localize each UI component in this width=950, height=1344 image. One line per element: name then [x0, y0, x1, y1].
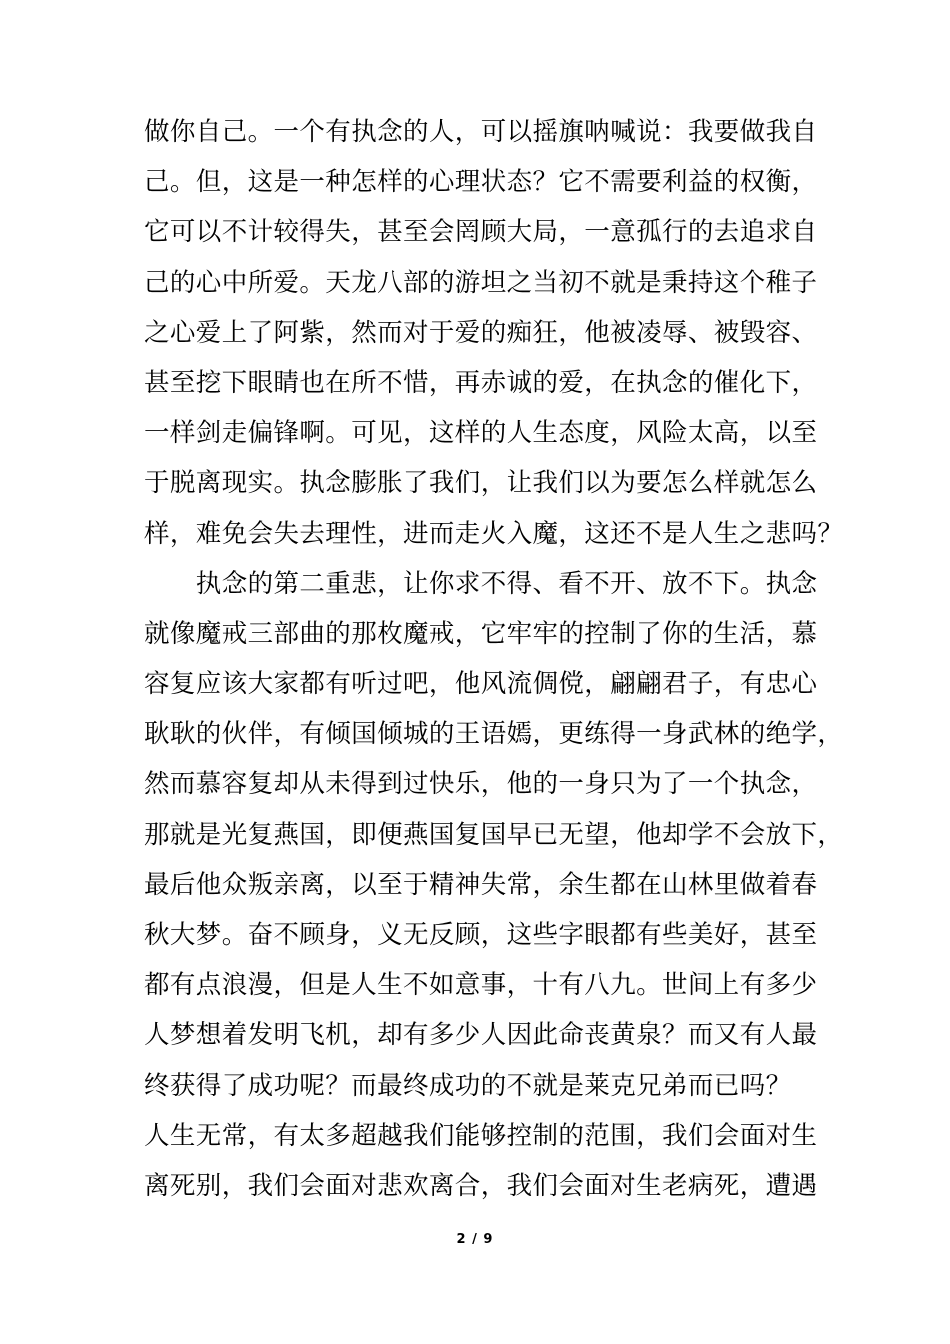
- text-line: 人梦想着发明飞机，却有多少人因此命丧黄泉？而又有人最: [144, 1020, 818, 1051]
- text-line: 于脱离现实。执念膨胀了我们，让我们以为要怎么样就怎么: [144, 468, 818, 499]
- text-line: 甚至挖下眼睛也在所不惜，再赤诚的爱，在执念的催化下，: [144, 367, 818, 398]
- text-line: 然而慕容复却从未得到过快乐，他的一身只为了一个执念，: [144, 769, 818, 800]
- text-line: 终获得了成功呢？而最终成功的不就是莱克兄弟而已吗？: [144, 1070, 792, 1101]
- text-line: 执念的第二重悲，让你求不得、看不开、放不下。执念: [144, 568, 818, 599]
- text-line: 秋大梦。奋不顾身，义无反顾，这些字眼都有些美好，甚至: [144, 920, 818, 950]
- text-line: 己的心中所爱。天龙八部的游坦之当初不就是秉持这个稚子: [144, 267, 818, 298]
- text-line: 它可以不计较得失，甚至会罔顾大局，一意孤行的去追求自: [144, 217, 818, 248]
- text-line: 最后他众叛亲离，以至于精神失常，余生都在山林里做着春: [144, 869, 818, 900]
- text-line: 那就是光复燕国，即便燕国复国早已无望，他却学不会放下，: [144, 819, 844, 850]
- text-line: 离死别，我们会面对悲欢离合，我们会面对生老病死，遭遇: [144, 1170, 818, 1201]
- text-line: 就像魔戒三部曲的那枚魔戒，它牢牢的控制了你的生活，慕: [144, 618, 818, 649]
- text-line: 己。但，这是一种怎样的心理状态？它不需要利益的权衡，: [144, 167, 818, 198]
- text-line: 都有点浪漫，但是人生不如意事，十有八九。世间上有多少: [144, 970, 818, 1001]
- text-line: 人生无常，有太多超越我们能够控制的范围，我们会面对生: [144, 1120, 818, 1151]
- text-line: 之心爱上了阿紫，然而对于爱的痴狂，他被凌辱、被毁容、: [144, 317, 818, 348]
- text-line: 做你自己。一个有执念的人，可以摇旗呐喊说：我要做我自: [144, 117, 818, 147]
- text-line: 一样剑走偏锋啊。可见，这样的人生态度，风险太高，以至: [144, 418, 818, 449]
- page-number: 2 / 9: [456, 1232, 494, 1247]
- text-line: 容复应该大家都有听过吧，他风流倜傥，翩翩君子，有忠心: [144, 669, 818, 700]
- text-line: 样，难免会失去理性，进而走火入魔，这还不是人生之悲吗？: [144, 518, 844, 549]
- body-text: [144, 107, 844, 1211]
- text-line: 耿耿的伙伴，有倾国倾城的王语嫣，更练得一身武林的绝学，: [144, 719, 844, 750]
